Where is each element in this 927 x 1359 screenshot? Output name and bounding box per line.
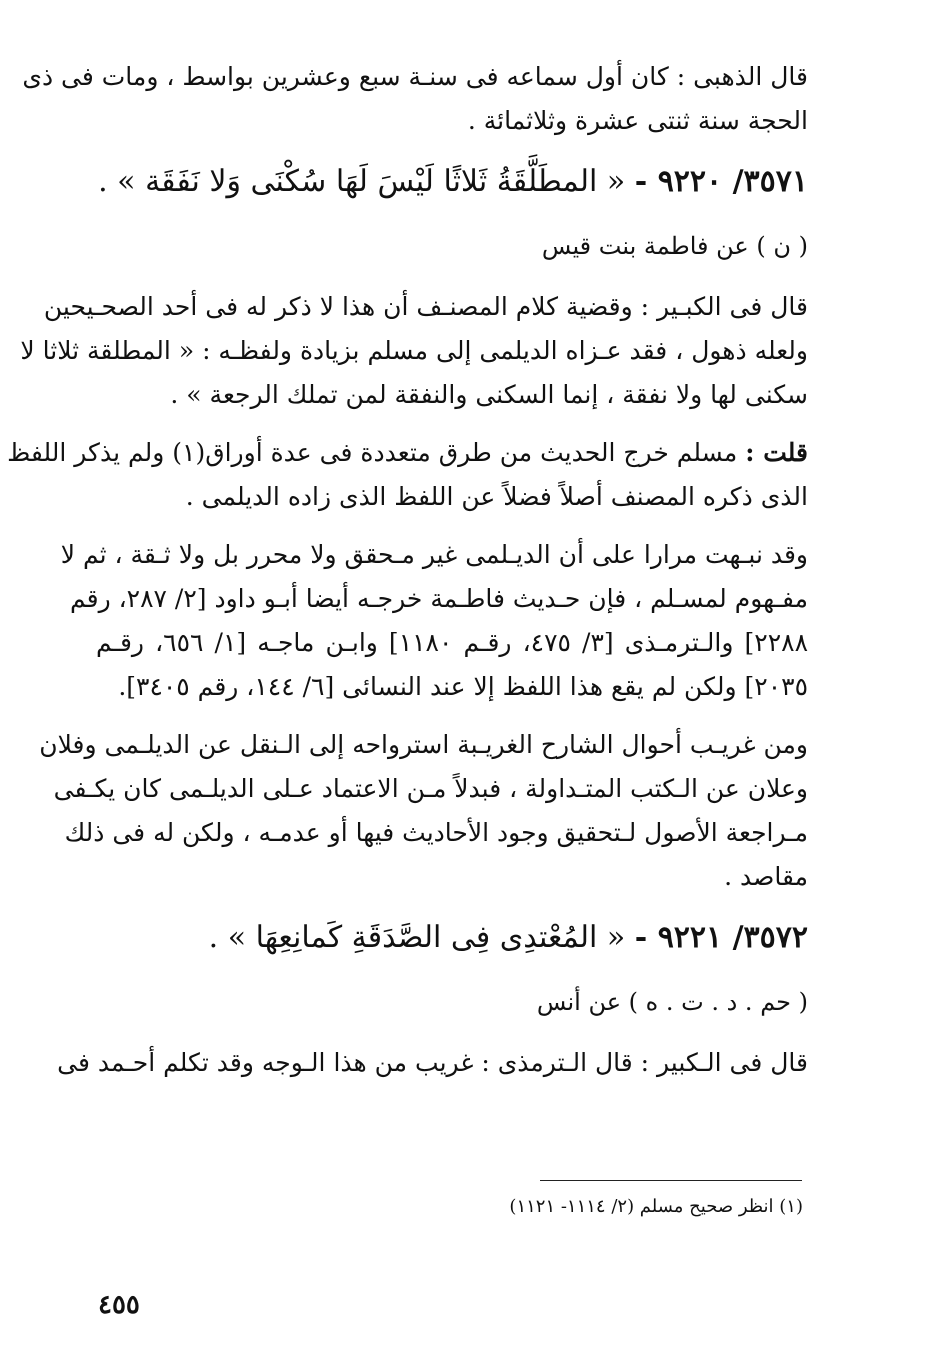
hadith-entry-9221 [96, 913, 808, 963]
lead-word: قلت : [745, 438, 808, 467]
commentary-paragraph [20, 285, 808, 417]
commentary-paragraph [39, 723, 808, 899]
text-line: قال فى الـكبير : قال الـترمذى : غريب من هذا الـوجه وقد تكلم أحـمد فى [57, 1048, 808, 1077]
text-line: وعلان عن الـكتب المتـداولة ، فبدلاً مـن الاعتماد عـلى الديلـمى كان يكـفى [53, 774, 808, 803]
text-line: الحجة سنة ثنتى عشرة وثلاثمائة . [467, 106, 808, 135]
text-line: ومن غريـب أحوال الشارح الغريـبة استرواحه إلى الـنقل عن الديلـمى وفلان [39, 730, 808, 759]
text-line: وقد نبـهت مرارا على أن الديـلمى غير مـحقق ولا محرر بل ولا ثـقة ، ثم لا [60, 540, 808, 569]
hadith-text: « المطَلَّقَةُ ثَلاثًا لَيْسَ لَهَا سُكْنَى وَلا نَفَقَة » . [98, 164, 626, 199]
text-line: سكنى لها ولا نفقة ، إنما السكنى والنفقة لمن تملك الرجعة » . [170, 380, 808, 409]
hadith-entry-9220 [96, 157, 808, 207]
text-line: ٢٠٣٥] ولكن لم يقع هذا اللفظ إلا عند النسائى [٦/ ١٤٤، رقم ٣٤٠٥]. [118, 672, 808, 701]
line-rest: مسلم خرج الحديث من طرق متعددة فى عدة أوراق(١) ولم يذكر اللفظ [7, 438, 746, 467]
text-line: ٢٢٨٨] والـترمـذى [٣/ ٤٧٥، رقـم ١١٨٠] وابـن ماجـه [١/ ٦٥٦، رقـم [96, 628, 808, 657]
commentary-paragraph [60, 533, 808, 709]
text-line: الذى ذكره المصنف أصلاً فضلاً عن اللفظ الذى زاده الديلمى . [185, 482, 808, 511]
page-number: ٤٥٥ [98, 1290, 140, 1320]
text-line: ولعله ذهول ، فقد عـزاه الديلمى إلى مسلم بزيادة ولفظـه : « المطلقة ثلاثا لا [20, 336, 808, 365]
text-line: مفـهوم لمسـلم ، فإن حـديث فاطـمة خرجـه أيضا أبـو داود [٢/ ٢٨٧، رقم [69, 584, 808, 613]
text-line [7, 431, 808, 475]
intro-paragraph [22, 55, 808, 143]
commentary-paragraph [7, 431, 808, 519]
text-line: مقاصد . [724, 862, 808, 891]
hadith-source: ( حم . د . ت . ه ) عن أنس [536, 988, 808, 1016]
entry-number: ٣٥٧١/ ٩٢٢٠ - [634, 164, 808, 199]
entry-number: ٣٥٧٢/ ٩٢٢١ - [634, 920, 808, 955]
page-body [7, 55, 808, 1099]
hadith-text: « المُعْتدِى فِى الصَّدَقَةِ كَمانِعِهَا » . [208, 920, 626, 955]
hadith-source: ( ن ) عن فاطمة بنت قيس [541, 232, 808, 260]
footnote: (١) انظر صحيح مسلم (٢/ ١١١٤- ١١٢١) [509, 1196, 803, 1217]
text-line: مـراجعة الأصول لـتحقيق وجود الأحاديث فيها أو عدمـه ، ولكن له فى ذلك [64, 818, 808, 847]
footnote-divider [540, 1180, 802, 1181]
text-line: قال فى الكبـير : وقضية كلام المصنـف أن هذا لا ذكر له فى أحد الصحـيحين [43, 292, 808, 321]
text-line: قال الذهبى : كان أول سماعه فى سنـة سبع وعشرين بواسط ، ومات فى ذى [22, 62, 808, 91]
commentary-paragraph [57, 1041, 808, 1085]
